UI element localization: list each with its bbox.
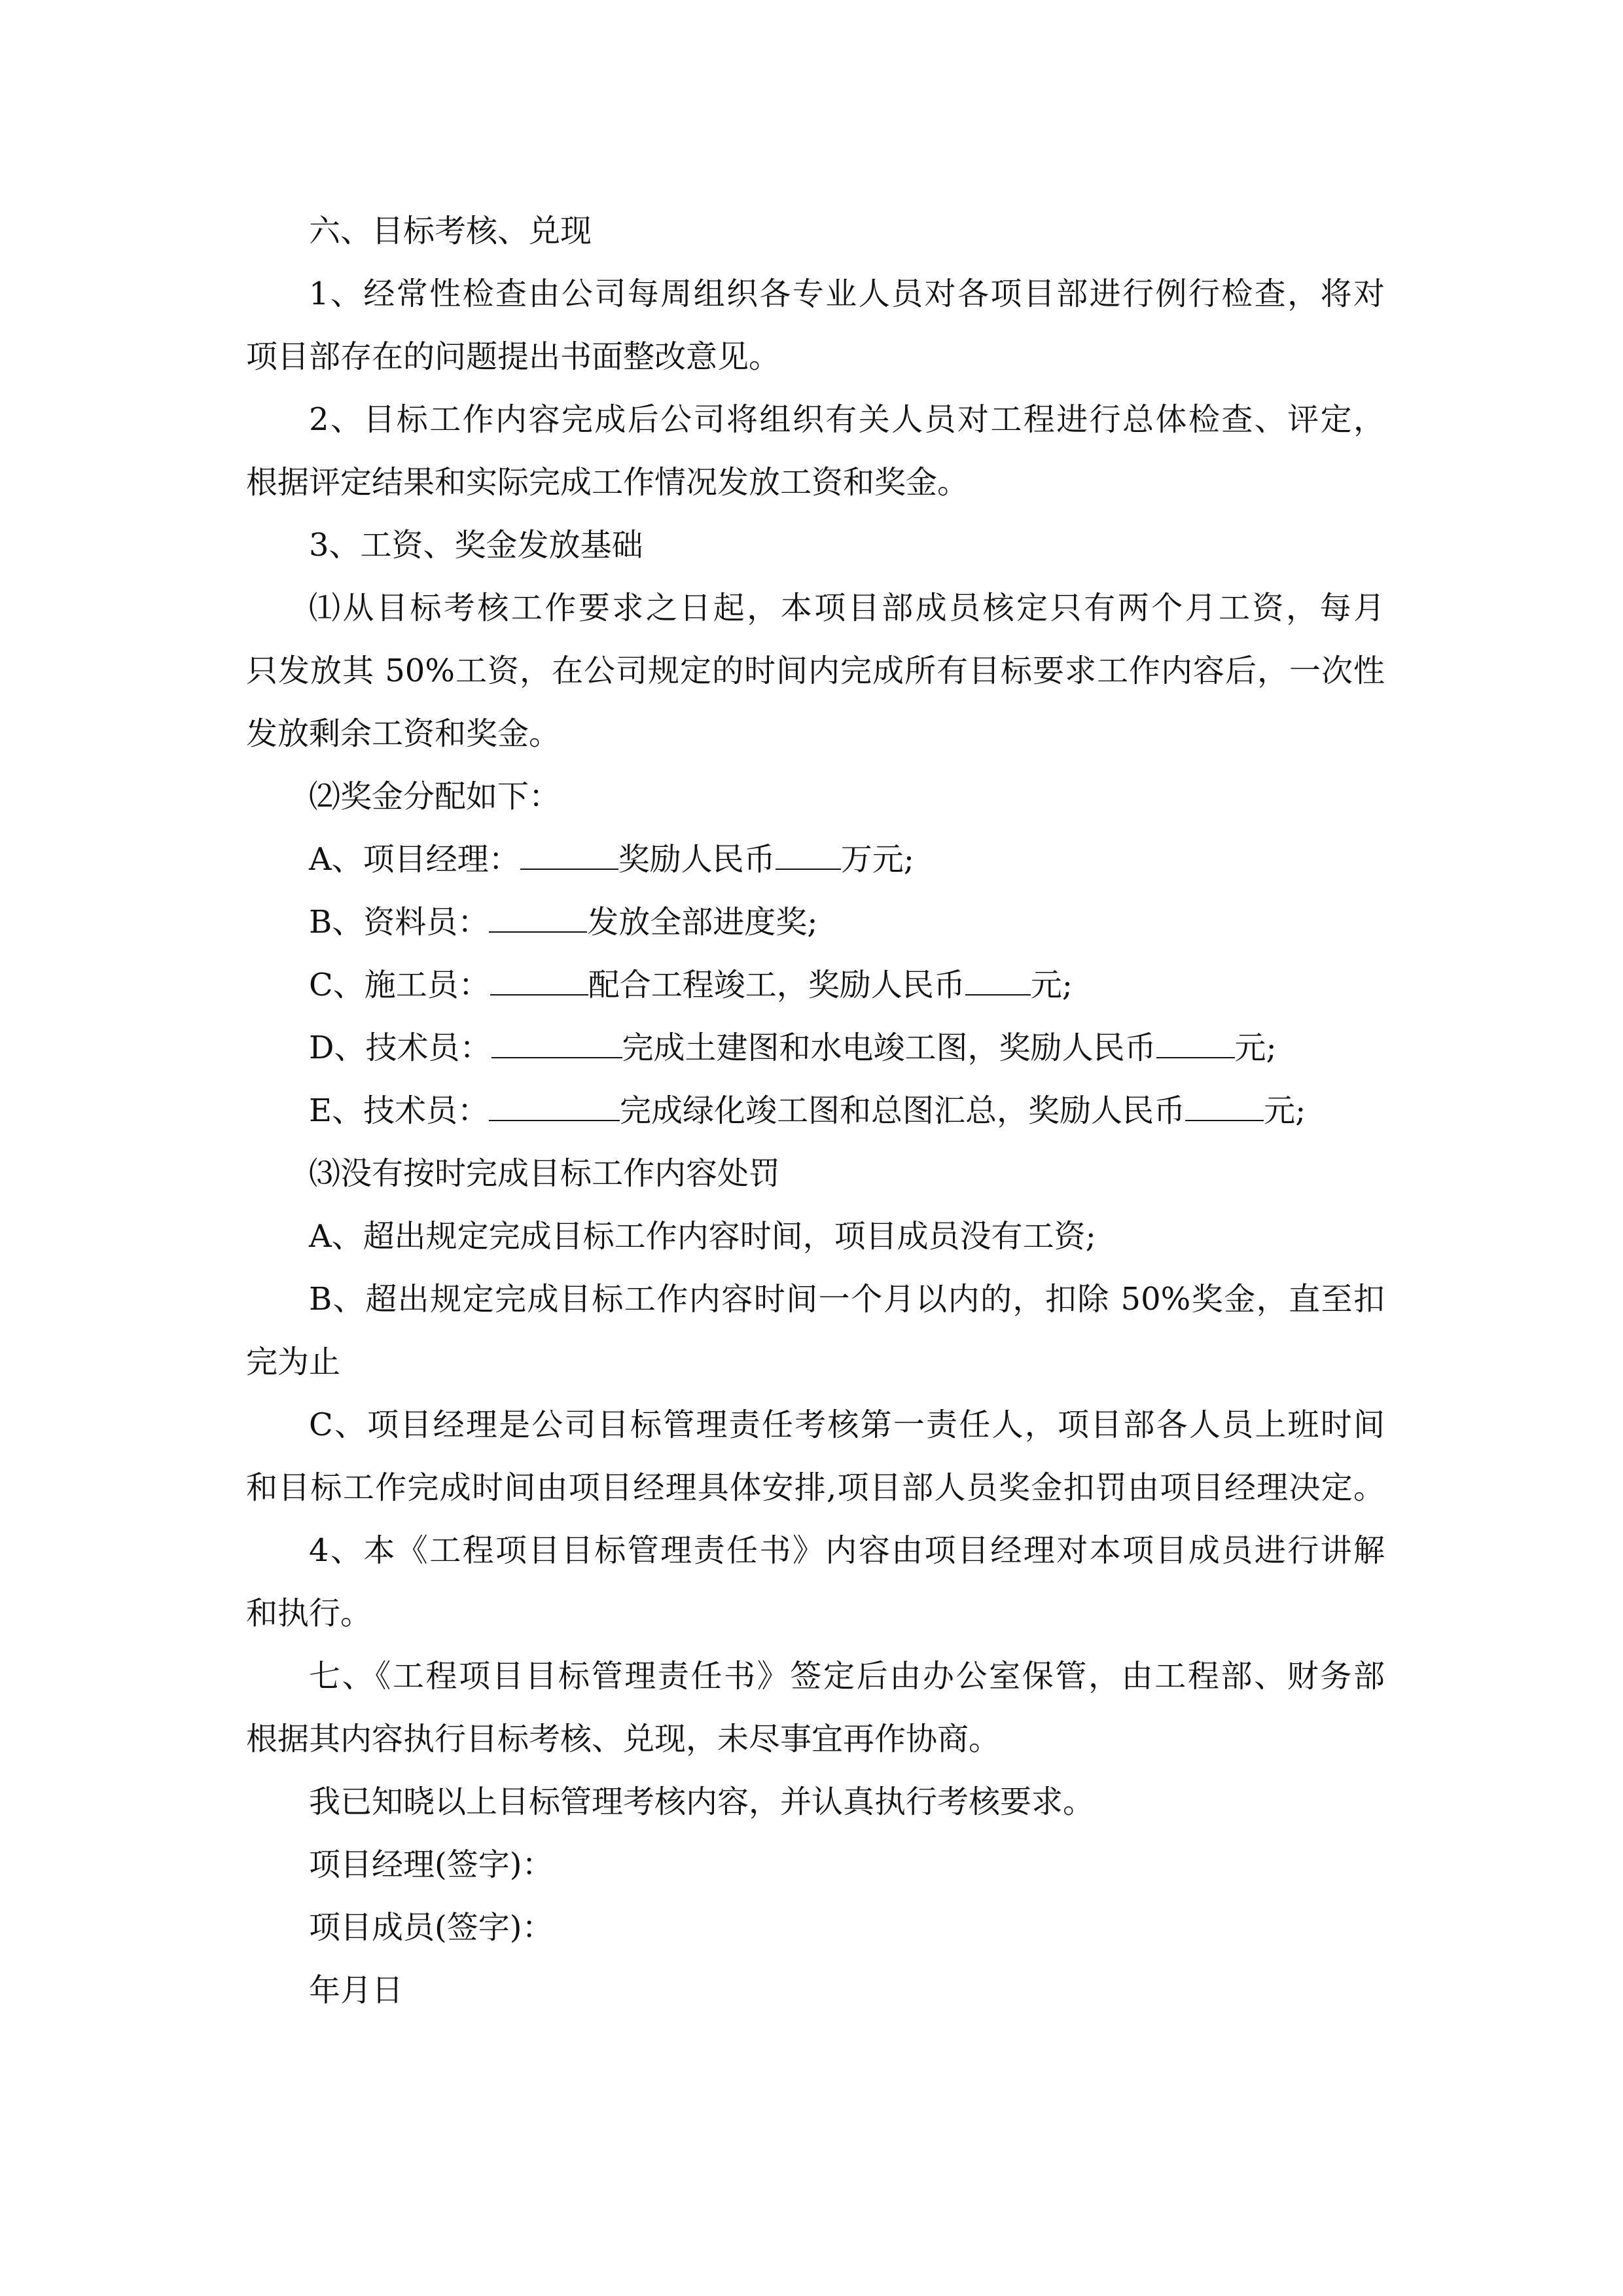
- bonus-row-b: [246, 891, 1385, 954]
- item-4-line-2: 和执行。: [246, 1595, 372, 1632]
- section-7-line-2: 根据其内容执行目标考核、兑现，未尽事宜再作协商。: [246, 1721, 1001, 1757]
- bonus-b-name-blank: [489, 901, 587, 933]
- item-2-line-2: 根据评定结果和实际完成工作情况发放工资和奖金。: [246, 464, 969, 501]
- item-3-1-line-1: ⑴从目标考核工作要求之日起，本项目部成员核定只有两个月工资，每月: [309, 590, 1385, 626]
- item-3-3-heading: ⑶没有按时完成目标工作内容处罚: [309, 1155, 781, 1192]
- bonus-e-name-blank: [489, 1090, 620, 1121]
- penalty-b-line-1: B、超出规定完成目标工作内容时间一个月以内的，扣除 50%奖金，直至扣: [309, 1281, 1385, 1318]
- bonus-b-prefix: B、资料员：: [309, 904, 490, 941]
- item-3-2-heading: ⑵奖金分配如下：: [309, 778, 561, 815]
- item-2-line-1: 2、目标工作内容完成后公司将组织有关人员对工程进行总体检查、评定，: [309, 401, 1385, 438]
- bonus-d-prefix: D、技术员：: [309, 1030, 491, 1066]
- bonus-b-suffix: 发放全部进度奖;: [587, 904, 818, 941]
- bonus-d-suffix: 元;: [1234, 1030, 1277, 1066]
- bonus-c-prefix: C、施工员：: [309, 967, 490, 1003]
- bonus-a-amount-blank: [776, 838, 841, 870]
- signature-manager: 项目经理(签字)：: [309, 1846, 554, 1883]
- item-3-1-line-2: 只发放其 50%工资，在公司规定的时间内完成所有目标要求工作内容后，一次性: [246, 653, 1385, 689]
- bonus-e-suffix: 元;: [1264, 1092, 1306, 1129]
- bonus-a-prefix: A、项目经理：: [309, 841, 520, 878]
- bonus-c-amount-blank: [965, 964, 1031, 996]
- bonus-d-mid: 完成土建图和水电竣工图，奖励人民币: [622, 1030, 1156, 1066]
- penalty-c-line-1: C、项目经理是公司目标管理责任考核第一责任人，项目部各人员上班时间: [309, 1407, 1385, 1443]
- bonus-d-amount-blank: [1156, 1027, 1235, 1058]
- section-6-heading: 六、目标考核、兑现: [309, 213, 592, 249]
- bonus-e-prefix: E、技术员：: [309, 1092, 490, 1129]
- bonus-c-mid: 配合工程竣工，奖励人民币: [588, 967, 965, 1003]
- item-4-line-1: 4、本《工程项目目标管理责任书》内容由项目经理对本项目成员进行讲解: [309, 1532, 1385, 1569]
- bonus-row-c: [246, 954, 1385, 1016]
- bonus-row-d: [246, 1016, 1385, 1079]
- bonus-a-mid: 奖励人民币: [618, 841, 776, 878]
- bonus-c-suffix: 元;: [1030, 967, 1073, 1003]
- bonus-c-name-blank: [490, 964, 588, 996]
- bonus-a-suffix: 万元;: [840, 841, 914, 878]
- acknowledgement: 我已知晓以上目标管理考核内容，并认真执行考核要求。: [309, 1784, 1095, 1820]
- item-3-heading: 3、工资、奖金发放基础: [309, 527, 643, 564]
- document-body: [246, 200, 1385, 2022]
- item-1-line-1: 1、经常性检查由公司每周组织各专业人员对各项目部进行例行检查，将对: [309, 276, 1385, 312]
- item-3-1-line-3: 发放剩余工资和奖金。: [246, 715, 561, 752]
- penalty-a: A、超出规定完成目标工作内容时间，项目成员没有工资;: [309, 1218, 1096, 1255]
- bonus-e-amount-blank: [1185, 1090, 1264, 1121]
- signature-date: 年月日: [309, 1972, 404, 2009]
- bonus-row-e: [246, 1079, 1385, 1142]
- bonus-row-a: [246, 828, 1385, 891]
- bonus-d-name-blank: [491, 1027, 622, 1058]
- bonus-a-name-blank: [520, 838, 618, 870]
- penalty-c-line-2: 和目标工作完成时间由项目经理具体安排,项目部人员奖金扣罚由项目经理决定。: [246, 1469, 1385, 1506]
- item-1-line-2: 项目部存在的问题提出书面整改意见。: [246, 338, 781, 375]
- bonus-e-mid: 完成绿化竣工图和总图汇总，奖励人民币: [620, 1092, 1186, 1129]
- signature-members: 项目成员(签字)：: [309, 1909, 554, 1946]
- section-7-line-1: 七、《工程项目目标管理责任书》签定后由办公室保管，由工程部、财务部: [309, 1658, 1385, 1695]
- penalty-b-line-2: 完为止: [246, 1344, 341, 1380]
